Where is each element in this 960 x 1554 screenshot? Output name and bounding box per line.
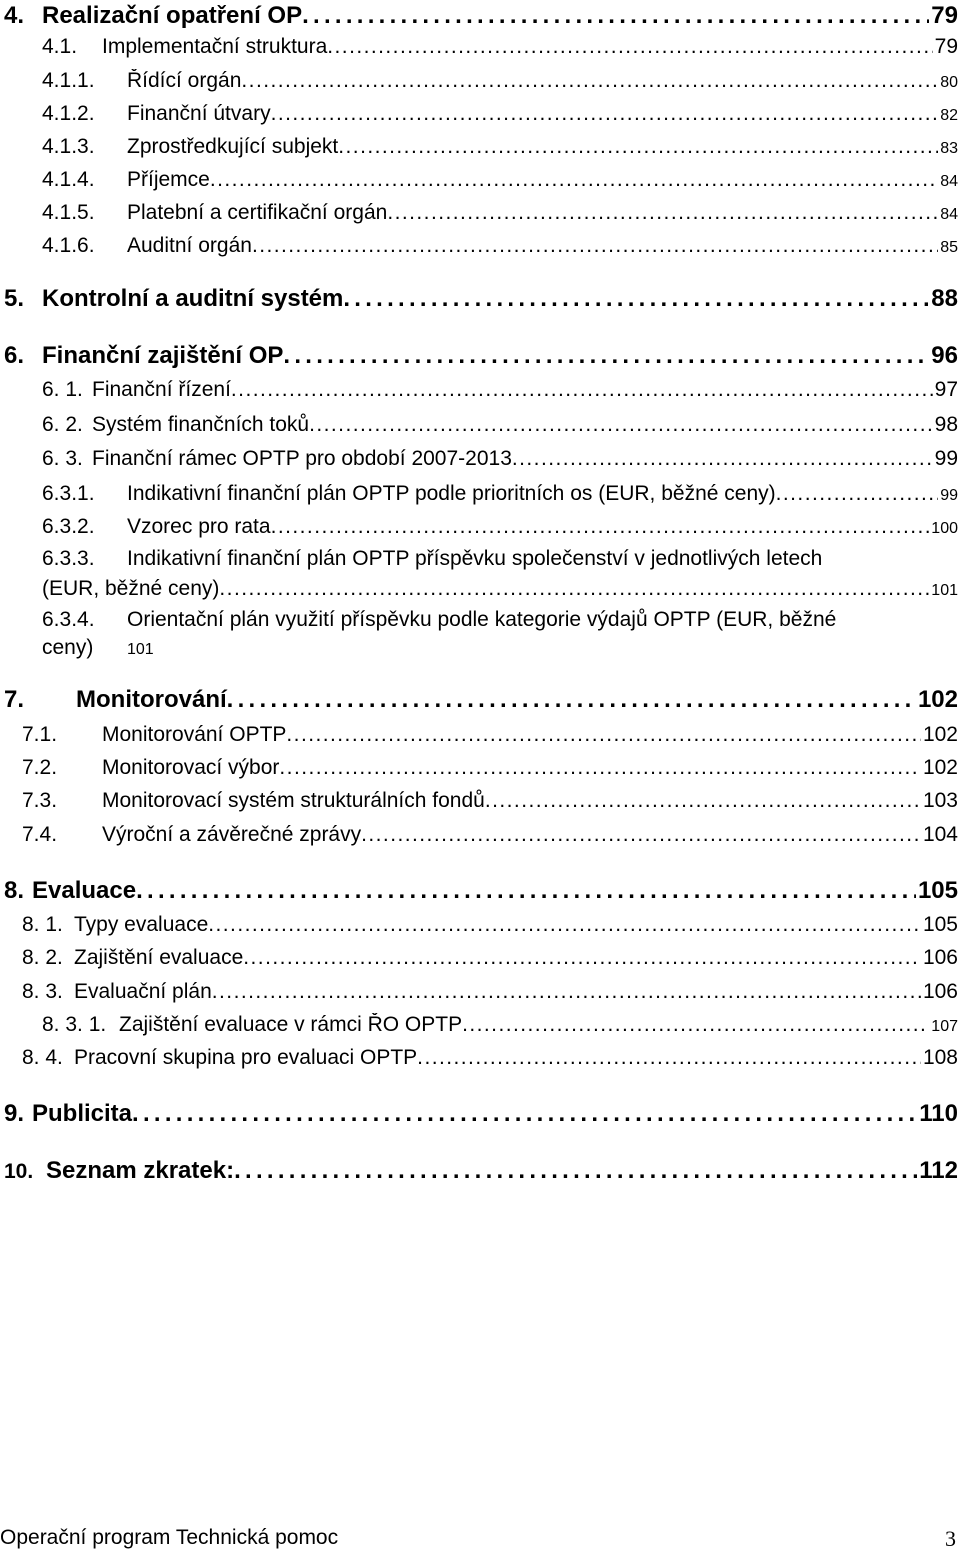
toc-entry-6-1[interactable] — [42, 378, 958, 402]
toc-page: 101 — [127, 641, 154, 658]
toc-page: 99 — [940, 487, 958, 504]
toc-leader — [279, 756, 921, 780]
toc-page: 82 — [940, 107, 958, 124]
toc-number: 7.3. — [22, 789, 58, 812]
toc-number: 10. — [4, 1160, 34, 1183]
toc-title: Monitorovací výbor — [102, 756, 280, 779]
toc-leader — [387, 201, 938, 225]
toc-leader — [485, 789, 921, 813]
toc-number: 4.1.6. — [42, 234, 95, 257]
toc-title: Evaluace — [32, 877, 137, 904]
toc-title: Evaluační plán — [74, 980, 212, 1003]
toc-title: Implementační struktura — [102, 35, 328, 58]
toc-title: Zajištění evaluace v rámci ŘO OPTP — [119, 1013, 463, 1036]
toc-title: Publicita — [32, 1100, 133, 1127]
toc-title: Finanční zajištění OP — [42, 342, 284, 369]
toc-title: Orientační plán využití příspěvku podle kategorie výdajů OPTP (EUR, běžné — [127, 608, 837, 631]
toc-number: 6. 2. — [42, 413, 83, 436]
toc-page: 88 — [931, 285, 958, 312]
toc-entry-4[interactable] — [4, 2, 958, 30]
toc-entry-7-1[interactable] — [22, 723, 958, 747]
toc-number: 4.1.1. — [42, 69, 95, 92]
toc-leader — [309, 413, 933, 437]
toc-leader — [243, 946, 921, 970]
toc-number: 4.1.5. — [42, 201, 95, 224]
toc-page: 79 — [934, 35, 958, 58]
toc-title-continued: (EUR, běžné ceny) — [42, 577, 220, 600]
toc-number: 6.3.2. — [42, 515, 95, 538]
toc-number: 4. — [4, 2, 25, 29]
toc-page: 96 — [931, 342, 958, 369]
toc-leader — [417, 1046, 921, 1070]
toc-page: 85 — [940, 239, 958, 256]
toc-number: 8. 1. — [22, 913, 63, 936]
toc-leader — [338, 135, 938, 159]
toc-title: Zprostředkující subjekt — [127, 135, 339, 158]
toc-number: 5. — [4, 285, 25, 312]
toc-title: Typy evaluace — [74, 913, 209, 936]
toc-entry-7[interactable] — [4, 686, 958, 714]
toc-page: 97 — [934, 378, 958, 401]
toc-number: 8. — [4, 877, 25, 904]
toc-title: Řídící orgán — [127, 69, 242, 92]
toc-title: Seznam zkratek: — [46, 1157, 235, 1184]
toc-number: 6.3.1. — [42, 482, 95, 505]
toc-entry-9[interactable] — [4, 1100, 958, 1128]
toc-page: 105 — [917, 877, 958, 904]
toc-entry-4-1-5[interactable] — [42, 201, 958, 225]
footer-document-title: Operační program Technická pomoc — [0, 1526, 339, 1549]
toc-number: 6. 1. — [42, 378, 83, 401]
toc-leader — [219, 577, 929, 601]
toc-title: Finanční řízení — [92, 378, 231, 401]
toc-leader — [283, 342, 929, 370]
toc-title: Monitorování OPTP — [102, 723, 287, 746]
toc-entry-6-2[interactable] — [42, 413, 958, 437]
toc-number: 4.1.2. — [42, 102, 95, 125]
toc-number: 4.1. — [42, 35, 78, 58]
toc-entry-line — [42, 547, 822, 571]
toc-title: Výroční a závěrečné zprávy — [102, 823, 362, 846]
page-footer — [0, 1526, 960, 1554]
toc-number: 7. — [4, 686, 25, 713]
toc-number: 6.3.3. — [42, 547, 95, 570]
toc-leader — [208, 913, 921, 937]
toc-title: Monitorovací systém strukturálních fondů — [102, 789, 485, 812]
toc-entry-10[interactable] — [4, 1157, 958, 1185]
toc-leader — [227, 686, 916, 714]
toc-page: 110 — [919, 1100, 958, 1127]
toc-title: Zajištění evaluace — [74, 946, 244, 969]
toc-title: Realizační opatření OP — [42, 2, 303, 29]
toc-number: 7.2. — [22, 756, 58, 779]
toc-entry-6-3-2[interactable] — [42, 515, 958, 539]
toc-entry-4-1-4[interactable] — [42, 168, 958, 192]
toc-page: 84 — [940, 206, 958, 223]
toc-number: 6. 3. — [42, 447, 83, 470]
toc-title: Kontrolní a auditní systém — [42, 285, 344, 312]
toc-page: 80 — [940, 74, 958, 91]
toc-leader — [327, 35, 932, 59]
toc-leader — [231, 378, 933, 402]
toc-entry-8-1[interactable] — [22, 913, 958, 937]
toc-leader — [286, 723, 921, 747]
toc-number: 8. 3. 1. — [42, 1013, 107, 1036]
toc-number: 6.3.4. — [42, 608, 95, 631]
toc-entry-8-3[interactable] — [22, 980, 958, 1004]
toc-title: Finanční útvary — [127, 102, 271, 125]
toc-leader — [343, 285, 929, 313]
toc-page: 106 — [922, 980, 958, 1003]
toc-number: 7.1. — [22, 723, 58, 746]
toc-page: 100 — [931, 520, 958, 537]
toc-title: Indikativní finanční plán OPTP příspěvku společenství v jednotlivých letech — [127, 547, 823, 570]
toc-leader — [271, 102, 939, 126]
toc-page: 112 — [919, 1157, 958, 1184]
toc-leader — [234, 1157, 917, 1185]
toc-leader — [512, 447, 933, 471]
toc-number: 8. 3. — [22, 980, 63, 1003]
toc-number: 8. 4. — [22, 1046, 63, 1069]
toc-leader — [271, 515, 930, 539]
toc-leader — [302, 2, 929, 30]
toc-page: 102 — [917, 686, 958, 713]
toc-title: Systém finančních toků — [92, 413, 310, 436]
toc-number: 6. — [4, 342, 25, 369]
toc-number: 4.1.3. — [42, 135, 95, 158]
toc-title: Příjemce — [127, 168, 210, 191]
toc-title: Vzorec pro rata — [127, 515, 271, 538]
toc-entry-line — [42, 636, 154, 660]
toc-entry-4-1-2[interactable] — [42, 102, 958, 126]
toc-page: 104 — [922, 823, 958, 846]
toc-entry-8[interactable] — [4, 877, 958, 905]
toc-page: 106 — [922, 946, 958, 969]
toc-page: 107 — [931, 1018, 958, 1035]
toc-page: 101 — [931, 582, 958, 599]
toc-title: Auditní orgán — [127, 234, 252, 257]
toc-leader — [132, 1100, 917, 1128]
toc-entry-7-2[interactable] — [22, 756, 958, 780]
toc-entry-6-3[interactable] — [42, 447, 958, 471]
toc-entry-6[interactable] — [4, 342, 958, 370]
toc-leader — [241, 69, 938, 93]
toc-number: 4.1.4. — [42, 168, 95, 191]
toc-entry-line — [42, 577, 958, 601]
toc-leader — [462, 1013, 929, 1037]
toc-number: 8. 2. — [22, 946, 63, 969]
toc-entry-6-3-1[interactable] — [42, 482, 958, 506]
toc-title: Indikativní finanční plán OPTP podle prioritních os (EUR, běžné ceny) — [127, 482, 776, 505]
toc-title: Pracovní skupina pro evaluaci OPTP — [74, 1046, 418, 1069]
toc-title: Monitorování — [76, 686, 227, 713]
toc-entry-line — [42, 608, 836, 632]
toc-entry-5[interactable] — [4, 285, 958, 313]
toc-entry-4-1[interactable] — [42, 35, 958, 59]
toc-leader — [212, 980, 921, 1004]
toc-page: 102 — [922, 756, 958, 779]
toc-page: 102 — [922, 723, 958, 746]
toc-leader — [210, 168, 938, 192]
toc-page: 103 — [922, 789, 958, 812]
toc-entry-4-1-1[interactable] — [42, 69, 958, 93]
toc-page: 99 — [934, 447, 958, 470]
toc-entry-8-4[interactable] — [22, 1046, 958, 1070]
toc-title: Platební a certifikační orgán — [127, 201, 388, 224]
toc-page: 79 — [931, 2, 958, 29]
toc-entry-8-2[interactable] — [22, 946, 958, 970]
toc-number: 7.4. — [22, 823, 58, 846]
toc-title-continued: ceny) — [42, 636, 94, 659]
toc-entry-8-3-1[interactable] — [42, 1013, 958, 1037]
footer-page-number: 3 — [945, 1526, 956, 1551]
toc-entry-4-1-3[interactable] — [42, 135, 958, 159]
toc-page: 105 — [922, 913, 958, 936]
toc-leader — [776, 482, 939, 506]
toc-leader — [361, 823, 921, 847]
toc-page: 98 — [934, 413, 958, 436]
toc-number: 9. — [4, 1100, 25, 1127]
toc-leader — [252, 234, 938, 258]
toc-page: 83 — [940, 140, 958, 157]
toc-page: 108 — [922, 1046, 958, 1069]
toc-entry-7-4[interactable] — [22, 823, 958, 847]
toc-entry-7-3[interactable] — [22, 789, 958, 813]
toc-entry-4-1-6[interactable] — [42, 234, 958, 258]
toc-leader — [136, 877, 916, 905]
toc-page: 84 — [940, 173, 958, 190]
toc-title: Finanční rámec OPTP pro období 2007-2013 — [92, 447, 512, 470]
